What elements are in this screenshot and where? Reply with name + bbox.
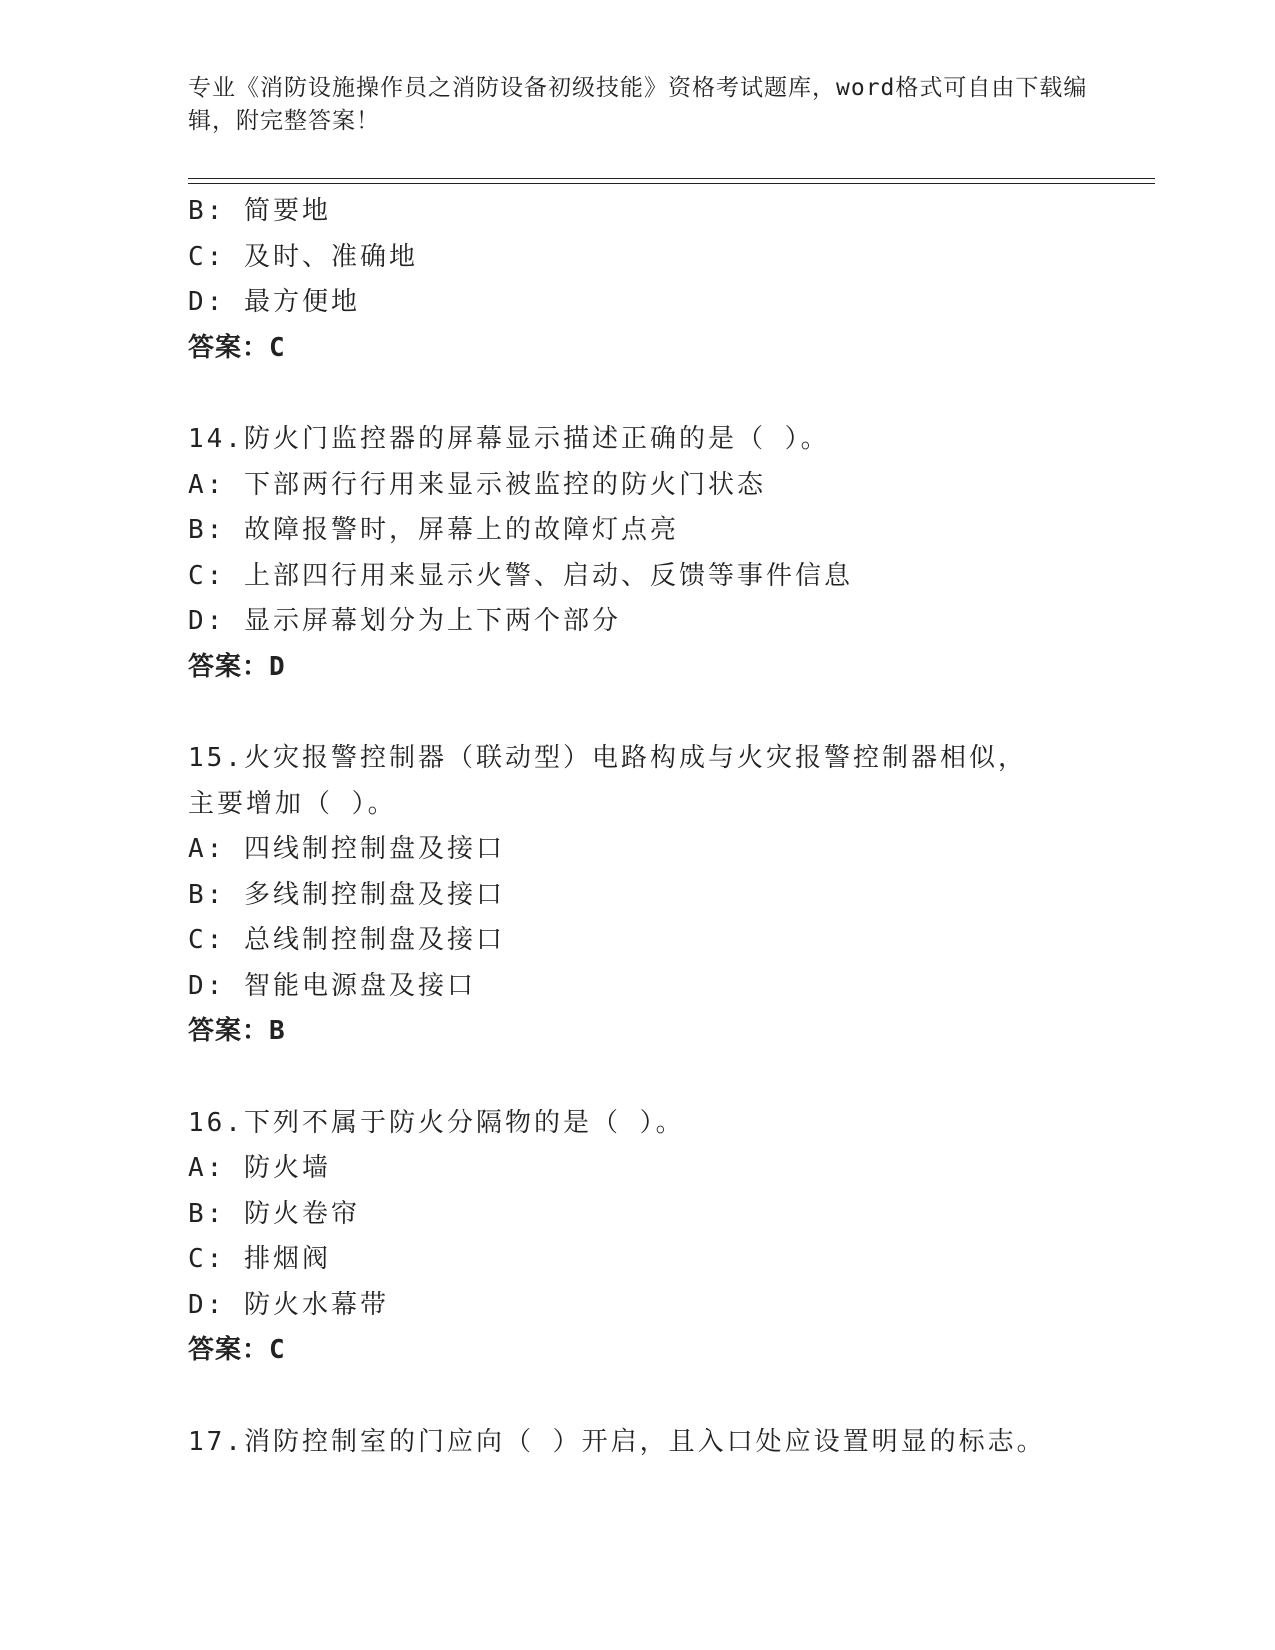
question-17 <box>188 1420 1088 1466</box>
question-stem: 17.消防控制室的门应向（ ）开启，且入口处应设置明显的标志。 <box>188 1426 1046 1457</box>
answer-line: 答案：C <box>188 332 286 363</box>
option-b: B: 多线制控制盘及接口 <box>188 879 505 910</box>
question-stem: 14.防火门监控器的屏幕显示描述正确的是（ ）。 <box>188 424 830 454</box>
question-14 <box>188 417 1088 690</box>
question-15 <box>188 736 1088 1055</box>
option-b: B: 简要地 <box>188 196 331 226</box>
header-divider <box>188 178 1155 184</box>
option-b: B: 故障报警时，屏幕上的故障灯点亮 <box>188 515 679 545</box>
option-a: A: 防火墙 <box>188 1153 331 1183</box>
option-d: D: 智能电源盘及接口 <box>188 970 476 1001</box>
question-16 <box>188 1101 1088 1374</box>
answer-line: 答案：D <box>188 651 286 682</box>
option-c: C: 上部四行用来显示火警、启动、反馈等事件信息 <box>188 560 853 591</box>
option-d: D: 最方便地 <box>188 287 360 317</box>
option-d: D: 显示屏幕划分为上下两个部分 <box>188 606 621 636</box>
option-d: D: 防火水幕带 <box>188 1289 389 1320</box>
answer-line: 答案：C <box>188 1335 286 1365</box>
partial-question-13 <box>188 189 1088 371</box>
document-header: 专业《消防设施操作员之消防设备初级技能》资格考试题库，word格式可自由下载编辑，附完整答案！ <box>188 75 1088 134</box>
answer-line: 答案：B <box>188 1016 286 1046</box>
question-stem: 15.火灾报警控制器（联动型）电路构成与火灾报警控制器相似，主要增加（ ）。 <box>188 743 1027 819</box>
question-list <box>188 189 1088 1465</box>
option-a: A: 下部两行行用来显示被监控的防火门状态 <box>188 469 766 500</box>
option-c: C: 排烟阀 <box>188 1244 331 1274</box>
option-c: C: 总线制控制盘及接口 <box>188 925 505 955</box>
option-c: C: 及时、准确地 <box>188 241 418 272</box>
option-b: B: 防火卷帘 <box>188 1198 360 1229</box>
option-a: A: 四线制控制盘及接口 <box>188 834 505 864</box>
question-stem: 16.下列不属于防火分隔物的是（ ）。 <box>188 1107 685 1138</box>
